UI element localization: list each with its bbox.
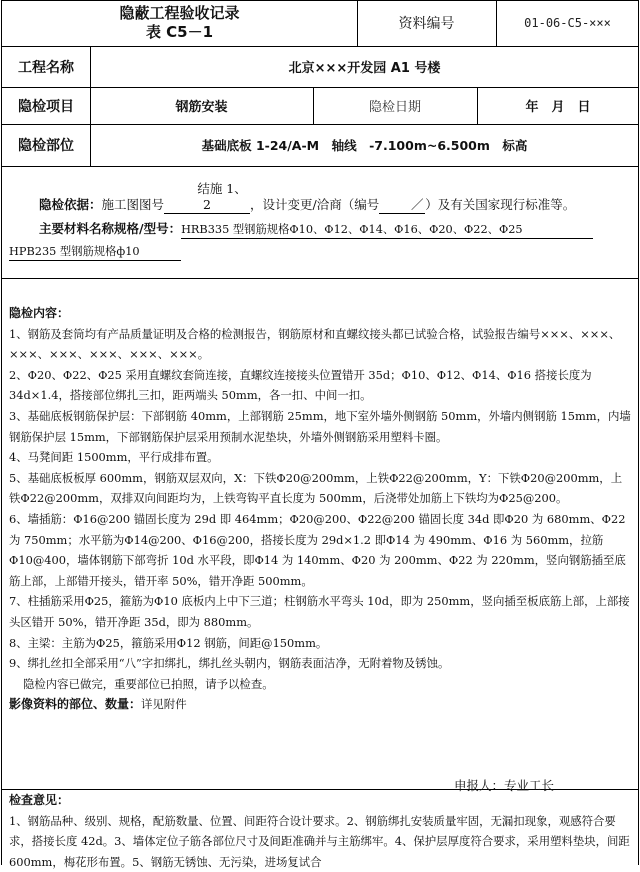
row-divider [2,166,638,167]
project-name-value: 北京×××开发园 A1 号楼 [288,61,441,76]
media-value: 详见附件 [141,697,187,712]
content-item: 5、基础底板板厚 600mm，钢筋双层双向，X：下铁Φ20@200mm，上铁Φ22@200mm，Y：下铁Φ20@200mm，上铁Φ22@200mm，双排双向间距均为，上铁弯钩平直长度为 500mm，后浇带处加筋上下铁均为Φ25@200。 [9,470,623,506]
content-item: 2、Φ20、Φ22、Φ25 采用直螺纹套筒连接，直螺纹连接接头位置错开 35d；Φ10、Φ12、Φ14、Φ16 搭接长度为 34d×1.4，搭接部位绑扎三扣，距两端头 50mm，各一扣、中间一扣。 [9,367,592,403]
content-item: 1、钢筋及套筒均有产品质量证明及合格的检测报告，钢筋原材和直螺纹接头都已试验合格，试验报告编号×××、×××、×××、×××、×××、×××、×××。 [9,326,621,362]
inspection-date-value: 年 月 日 [525,100,591,115]
opinion-block [9,790,632,872]
materials-label: 主要材料名称规格/型号： [39,221,182,236]
opinion-heading: 检查意见： [9,793,70,807]
form-title-line1: 隐蔽工程验收记录 [119,4,240,22]
inspection-item-value: 钢筋安装 [175,100,228,115]
content-item: 9、绑扎丝扣全部采用“八”字扣绑扎，绑扎丝头朝内，钢筋表面洁净，无附着物及锈蚀。 [9,656,450,671]
materials-line1: HRB335 型钢筋规格Φ10、Φ12、Φ14、Φ16、Φ20、Φ22、Φ25 [181,222,593,239]
opinion-text: 1、钢筋品种、级别、规格，配筋数量、位置、间距符合设计要求。2、钢筋绑扎安装质量牢固，无漏扣现象，观感符合要求，搭接长度 42d。3、墙体定位子筋各部位尺寸及间距准确并与主筋绑牢。4、保护层厚度符合要求，采用塑料垫块，间距 600mm，梅花形布置。5、钢筋无锈蚀、无污染，进场复试合 [9,813,630,869]
content-closing: 隐检内容已做完，重要部位已拍照，请予以检查。 [23,676,274,691]
media-label: 影像资料的部位、数量： [9,697,142,712]
basis-label: 隐检依据： [39,197,102,212]
basis-block [9,181,632,262]
section-divider [2,278,638,279]
content-item: 8、主梁：主筋为Φ25，箍筋采用Φ12 钢筋，间距@150mm。 [9,635,328,650]
content-item: 6、墙插筋：Φ16@200 锚固长度为 29d 即 464mm；Φ20@200、Φ22@200 锚固长度 34d 即Φ20 为 680mm、Φ22 为 750mm；水平筋为Φ14@200、Φ16@200，搭接长度为 29d×1.2 即Φ14 为 490mm、Φ16 为 560mm，拉筋Φ10@400，墙体钢筋下部弯折 10d 水平段，即Φ14 为 140mm、Φ20 为 200mm、Φ22 为 220mm，竖向钢筋插至底筋上部，上部错开接头，错开率 50%，错开净距 500mm。 [9,511,626,588]
project-name-label: 工程名称 [18,59,74,76]
content-heading: 隐检内容： [9,306,70,320]
content-item: 7、柱插筋采用Φ25，箍筋为Φ10 底板内上中下三道；柱钢筋水平弯头 10d，即为 250mm，竖向插至板底筋上部，上部接头区错开 50%，错开净距 35d，即为 880mm。 [9,594,630,629]
content-item: 3、基础底板钢筋保护层：下部钢筋 40mm，上部钢筋 25mm，地下室外墙外侧钢筋 50mm，外墙内侧钢筋 15mm，内墙钢筋保护层 15mm，下部钢筋保护层采用预制水泥垫块，外墙外侧钢筋采用塑料卡圈。 [9,408,631,444]
inspection-item-label: 隐检项目 [18,98,74,115]
basis-text3: ）及有关国家现行标准等。 [425,197,576,212]
inspection-date-label: 隐检日期 [368,100,421,115]
doc-no-label: 资料编号 [398,16,455,32]
drawing-number: 结施 1、2 [164,181,250,214]
form-title [2,0,357,46]
basis-text2: ，设计变更/洽商（编号 [250,197,380,212]
doc-no-value: 01-06-C5-××× [524,16,611,30]
inspection-form [1,0,639,869]
change-number: ／ [379,197,425,214]
basis-text1: 施工图图号 [101,197,165,212]
applicant-signature: 申报人：专业工长 [454,778,555,793]
inspection-location-value: 基础底板 1-24/A-M 轴线 -7.100m~6.500m 标高 [201,138,528,153]
form-title-line2: 表 C5－1 [145,23,214,41]
inspection-location-label: 隐检部位 [18,138,74,154]
content-item: 4、马凳间距 1500mm，平行成排布置。 [9,450,219,465]
content-block [9,303,632,715]
materials-line2: HPB235 型钢筋规格ф10 [9,244,181,261]
